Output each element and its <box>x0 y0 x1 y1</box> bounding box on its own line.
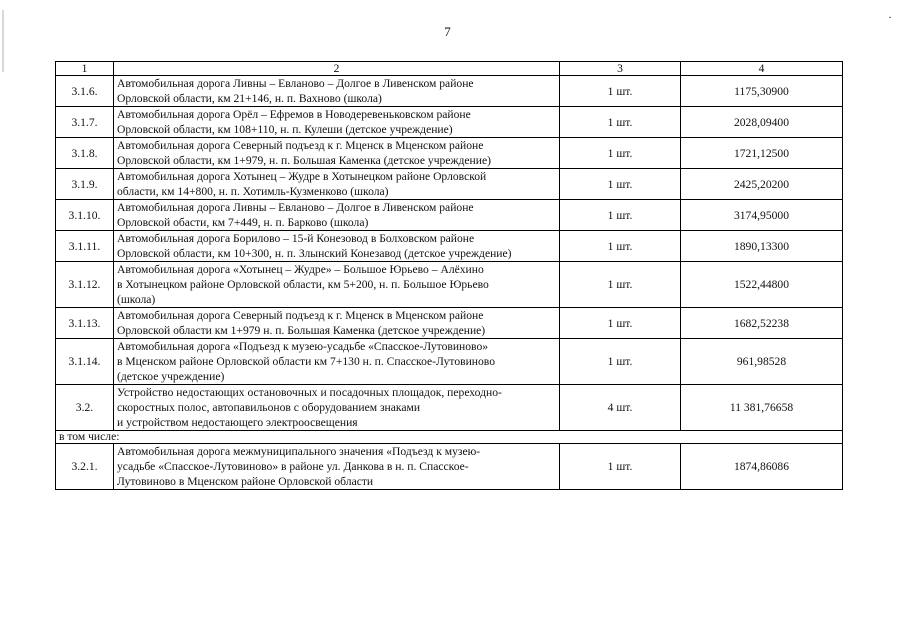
description-line: Лутовиново в Мценском районе Орловской области <box>117 475 374 488</box>
description-line: в Хотынецком районе Орловской области, км 5+200, н. п. Большое Юрьево <box>117 278 489 291</box>
item-quantity: 1 шт. <box>560 444 681 490</box>
item-description <box>114 107 560 138</box>
description-line: и устройством недостающего электроосвещения <box>117 416 358 429</box>
table-row <box>56 138 843 169</box>
item-description <box>114 231 560 262</box>
item-value: 1175,30900 <box>681 76 843 107</box>
item-number: 3.2.1. <box>56 444 114 490</box>
description-line: скоростных полос, автопавильонов с оборудованием знаками <box>117 401 421 414</box>
item-number: 3.1.12. <box>56 262 114 308</box>
table-row <box>56 339 843 385</box>
description-line: Автомобильная дорога «Хотынец – Жудре» – Большое Юрьево – Алёхино <box>117 263 484 276</box>
description-line: Орловской области, км 108+110, н. п. Кулеши (детское учреждение) <box>117 123 453 136</box>
description-line: усадьбе «Спасское-Лутовиново» в районе ул. Данкова в н. п. Спасское- <box>117 460 469 473</box>
item-value: 1721,12500 <box>681 138 843 169</box>
table-body <box>56 76 843 490</box>
item-quantity: 1 шт. <box>560 262 681 308</box>
item-value: 3174,95000 <box>681 200 843 231</box>
column-header: 1 <box>56 62 114 76</box>
item-quantity: 1 шт. <box>560 169 681 200</box>
subheader-row <box>56 431 843 444</box>
item-value: 1874,86086 <box>681 444 843 490</box>
budget-table <box>55 61 843 490</box>
item-quantity: 1 шт. <box>560 231 681 262</box>
item-value: 1682,52238 <box>681 308 843 339</box>
column-header: 3 <box>560 62 681 76</box>
item-number: 3.1.8. <box>56 138 114 169</box>
item-description <box>114 169 560 200</box>
description-line: (детское учреждение) <box>117 370 225 383</box>
page-number: 7 <box>444 24 451 39</box>
item-description <box>114 339 560 385</box>
item-description <box>114 76 560 107</box>
column-header: 4 <box>681 62 843 76</box>
description-line: Автомобильная дорога Ливны – Евланово – Долгое в Ливенском районе <box>117 77 474 90</box>
description-line: Автомобильная дорога межмуниципального значения «Подъезд к музею- <box>117 445 481 458</box>
item-quantity: 1 шт. <box>560 339 681 385</box>
description-line: Орловской области, км 10+300, н. п. Злынский Конезавод (детское учреждение) <box>117 247 512 260</box>
item-value: 2028,09400 <box>681 107 843 138</box>
item-number: 3.2. <box>56 385 114 431</box>
item-quantity: 1 шт. <box>560 138 681 169</box>
item-number: 3.1.14. <box>56 339 114 385</box>
item-description <box>114 444 560 490</box>
description-line: Орловской обасти, км 7+449, н. п. Барково (школа) <box>117 216 369 229</box>
description-line: Орловской области, км 1+979, н. п. Большая Каменка (детское учреждение) <box>117 154 491 167</box>
description-line: Автомобильная дорога Орёл – Ефремов в Новодеревеньковском районе <box>117 108 471 121</box>
table-row <box>56 444 843 490</box>
item-description <box>114 308 560 339</box>
table-row <box>56 262 843 308</box>
description-line: (школа) <box>117 293 156 306</box>
item-value: 11 381,76658 <box>681 385 843 431</box>
item-number: 3.1.13. <box>56 308 114 339</box>
description-line: Автомобильная дорога Северный подъезд к г. Мценск в Мценском районе <box>117 309 484 322</box>
description-line: Автомобильная дорога Хотынец – Жудре в Хотынецком районе Орловской <box>117 170 487 183</box>
subheader-label: в том числе: <box>56 431 843 444</box>
table-row <box>56 169 843 200</box>
description-line: Орловской области, км 21+146, н. п. Вахново (школа) <box>117 92 382 105</box>
item-description <box>114 200 560 231</box>
table-row <box>56 200 843 231</box>
item-number: 3.1.7. <box>56 107 114 138</box>
item-number: 3.1.9. <box>56 169 114 200</box>
table-row <box>56 231 843 262</box>
table-row <box>56 385 843 431</box>
description-line: Устройство недостающих остановочных и посадочных площадок, переходно- <box>117 386 502 399</box>
description-line: области, км 14+800, н. п. Хотимль-Кузменково (школа) <box>117 185 389 198</box>
item-number: 3.1.6. <box>56 76 114 107</box>
column-header: 2 <box>114 62 560 76</box>
item-quantity: 1 шт. <box>560 107 681 138</box>
item-value: 961,98528 <box>681 339 843 385</box>
item-quantity: 1 шт. <box>560 308 681 339</box>
description-line: в Мценском районе Орловской области км 7+130 н. п. Спасское-Лутовиново <box>117 355 495 368</box>
table-row <box>56 76 843 107</box>
item-description <box>114 262 560 308</box>
description-line: Автомобильная дорога Северный подъезд к г. Мценск в Мценском районе <box>117 139 484 152</box>
corner-mark: · <box>888 10 893 24</box>
item-quantity: 1 шт. <box>560 76 681 107</box>
table-row <box>56 107 843 138</box>
description-line: Орловской области км 1+979 н. п. Большая Каменка (детское учреждение) <box>117 324 486 337</box>
table-header-row <box>56 62 843 76</box>
item-number: 3.1.11. <box>56 231 114 262</box>
page-edge-mark <box>2 10 4 72</box>
item-quantity: 4 шт. <box>560 385 681 431</box>
item-quantity: 1 шт. <box>560 200 681 231</box>
description-line: Автомобильная дорога Борилово – 15-й Конезовод в Болховском районе <box>117 232 475 245</box>
description-line: Автомобильная дорога «Подъезд к музею-усадьбе «Спасское-Лутовиново» <box>117 340 489 353</box>
item-value: 1890,13300 <box>681 231 843 262</box>
item-description <box>114 138 560 169</box>
item-value: 1522,44800 <box>681 262 843 308</box>
description-line: Автомобильная дорога Ливны – Евланово – Долгое в Ливенском районе <box>117 201 474 214</box>
item-value: 2425,20200 <box>681 169 843 200</box>
table-row <box>56 308 843 339</box>
item-number: 3.1.10. <box>56 200 114 231</box>
item-description <box>114 385 560 431</box>
